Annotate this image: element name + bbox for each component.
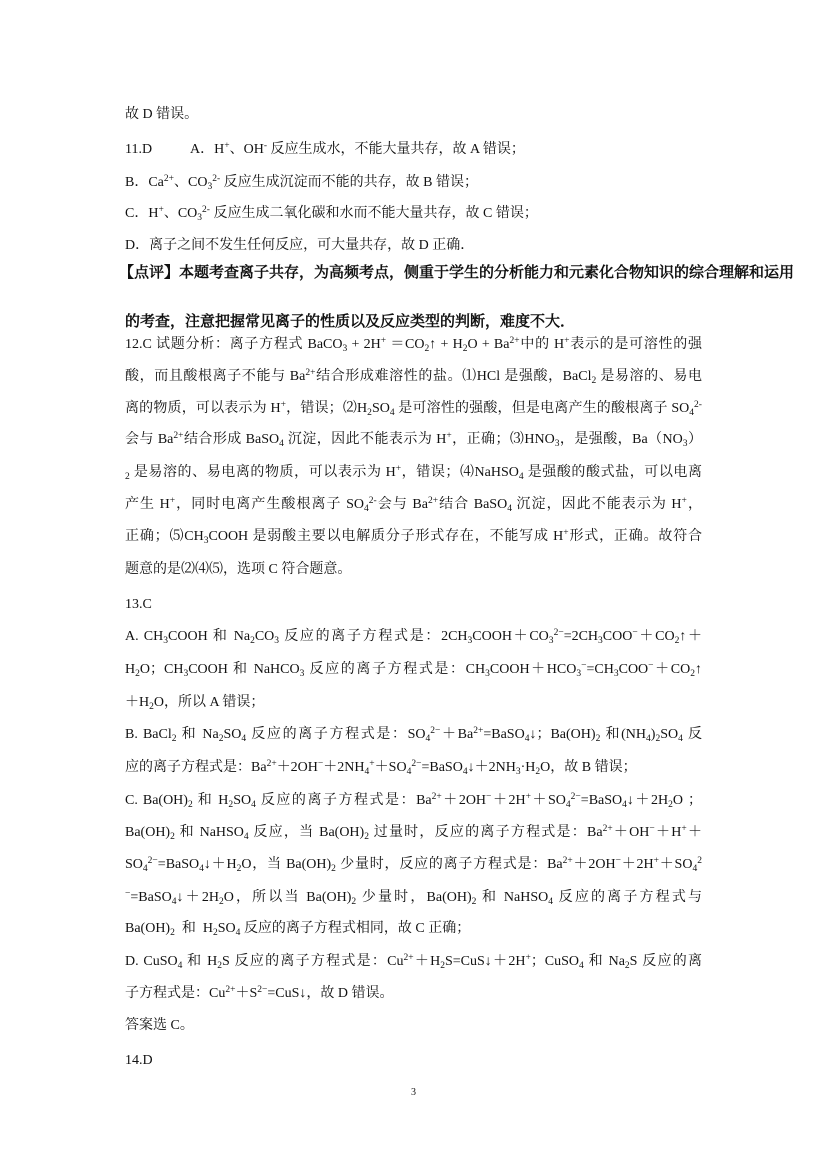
subscript: 4 bbox=[565, 799, 571, 810]
superscript: 2− bbox=[570, 791, 581, 802]
text-run: 、CO bbox=[163, 206, 198, 221]
superscript: 2- bbox=[368, 495, 377, 506]
superscript: + bbox=[169, 495, 176, 506]
text-run: 反 bbox=[682, 727, 703, 742]
superscript: 2+ bbox=[173, 430, 184, 441]
subscript: 2 bbox=[125, 471, 130, 482]
text-run: ↓＋2H bbox=[176, 890, 219, 905]
q13-final-answer: 答案选 C。 bbox=[125, 1018, 194, 1033]
superscript: − bbox=[632, 627, 638, 638]
q11-answer-label: 11.D bbox=[125, 142, 153, 157]
text-run: 沉淀，因此不能表示为 H bbox=[511, 497, 682, 512]
text-run: B．Ca bbox=[125, 175, 164, 190]
text-run: 是易溶的、易电 bbox=[596, 369, 702, 384]
subscript: 2 bbox=[187, 799, 193, 810]
text-run: + 2H bbox=[347, 337, 381, 352]
q13-option-c-line bbox=[125, 888, 702, 908]
text-run: B. BaCl bbox=[125, 727, 172, 742]
text-run: ，错误；⑵H bbox=[285, 401, 368, 416]
superscript: + bbox=[681, 495, 687, 506]
text-run: =BaSO bbox=[157, 857, 200, 872]
subscript: 2 bbox=[331, 863, 336, 874]
subscript: 4 bbox=[548, 896, 553, 907]
text-run: SO bbox=[233, 793, 252, 808]
text-run: ＋Ba bbox=[440, 727, 474, 742]
subscript: 4 bbox=[364, 766, 370, 777]
text-run: COOH＋HCO bbox=[489, 662, 577, 677]
text-run: ＋H bbox=[413, 954, 441, 969]
superscript: + bbox=[525, 952, 531, 963]
text-run: 产生 H bbox=[125, 497, 170, 512]
subscript: 2 bbox=[655, 733, 661, 744]
subscript: 3 bbox=[342, 343, 348, 354]
superscript: 2+ bbox=[403, 952, 414, 963]
subscript: 3 bbox=[183, 668, 189, 679]
text-run: Ba(OH) bbox=[125, 921, 171, 936]
q14-answer-label: 14.D bbox=[125, 1053, 153, 1068]
text-run: D. CuSO bbox=[125, 954, 178, 969]
q12-explanation-line bbox=[125, 367, 702, 387]
q11-option-a bbox=[190, 140, 525, 160]
text-run: O，所以当 Ba(OH) bbox=[223, 890, 352, 905]
text-run: 是可溶性的强酸，但是电离产生的酸根离子 SO bbox=[394, 401, 690, 416]
text-run: 结合形成难溶性的盐。⑴HCl 是强酸，BaCl bbox=[315, 369, 592, 384]
text-run: 和 NaHSO bbox=[476, 890, 549, 905]
text-run: =BaSO bbox=[130, 890, 172, 905]
subscript: 2 bbox=[535, 766, 541, 777]
q12-explanation-line bbox=[125, 560, 351, 580]
subscript: 3 bbox=[299, 668, 305, 679]
text-run: 过量时，反应的离子方程式是：Ba bbox=[368, 825, 603, 840]
superscript: 2- bbox=[212, 173, 221, 184]
subscript: 3 bbox=[197, 212, 203, 223]
subscript: 4 bbox=[579, 960, 584, 971]
superscript: + bbox=[380, 335, 387, 346]
superscript: 2 bbox=[697, 855, 702, 866]
subscript: 4 bbox=[622, 799, 627, 810]
text-run: ＋2NH bbox=[323, 760, 365, 775]
text-run: ＋OH bbox=[612, 825, 650, 840]
subscript: 3 bbox=[163, 635, 169, 646]
subscript: 4 bbox=[507, 503, 512, 514]
subscript: 4 bbox=[524, 733, 530, 744]
superscript: 2+ bbox=[266, 758, 277, 769]
q11-option-c bbox=[125, 204, 538, 224]
text-run: ↑ bbox=[695, 662, 702, 677]
subscript: 3 bbox=[467, 635, 473, 646]
q11-option-b bbox=[125, 173, 478, 193]
subscript: 2 bbox=[367, 407, 372, 418]
subscript: 3 bbox=[576, 668, 582, 679]
superscript: 2+ bbox=[602, 823, 613, 834]
text-run: 反应生成沉淀而不能的共存，故 B 错误； bbox=[220, 175, 479, 190]
text-run: 结合 BaSO bbox=[438, 497, 508, 512]
text-run: ＋2H bbox=[491, 793, 526, 808]
text-run: ↓＋2NH bbox=[467, 760, 516, 775]
q12-explanation-line bbox=[125, 335, 702, 355]
text-run: O ； bbox=[672, 793, 702, 808]
text-run: ·H bbox=[520, 760, 536, 775]
subscript: 3 bbox=[548, 635, 554, 646]
text-run: ＋H bbox=[654, 825, 682, 840]
text-run: 和 H bbox=[182, 954, 218, 969]
superscript: + bbox=[681, 823, 687, 834]
superscript: 2+ bbox=[163, 173, 175, 184]
subscript: 2 bbox=[171, 733, 177, 744]
text-run: 反应生成二氧化碳和水而不能大量共存，故 C 错误； bbox=[209, 206, 538, 221]
text-run: ) bbox=[650, 727, 656, 742]
text-run: 正确；⑸CH bbox=[125, 529, 204, 544]
subscript: 2 bbox=[624, 960, 630, 971]
superscript: 2+ bbox=[509, 335, 520, 346]
text-run: SO bbox=[223, 727, 242, 742]
subscript: 2 bbox=[674, 635, 680, 646]
text-run: 反应的离子方程式是：Ba bbox=[255, 793, 432, 808]
text-run: 会与 Ba bbox=[125, 432, 174, 447]
subscript: 4 bbox=[279, 438, 284, 449]
text-run: =BaSO bbox=[483, 727, 525, 742]
text-run: 子方程式是：Cu bbox=[125, 986, 226, 1001]
text-run: 和 H bbox=[174, 921, 213, 936]
text-run: COOH 是弱酸主要以电解质分子形式存在，不能写成 H bbox=[208, 529, 564, 544]
subscript: 4 bbox=[646, 733, 651, 744]
subscript: 4 bbox=[251, 799, 256, 810]
subscript: 2 bbox=[149, 701, 154, 712]
text-run: ↑ + H bbox=[429, 337, 463, 352]
text-run: ，正确；⑶HNO bbox=[451, 432, 555, 447]
subscript: 2 bbox=[228, 799, 234, 810]
text-run: ＋2OH bbox=[441, 793, 487, 808]
superscript: 2− bbox=[147, 855, 158, 866]
text-run: 反应的离子方程式相同，故 C 正确； bbox=[240, 921, 471, 936]
text-run: COO bbox=[602, 629, 633, 644]
text-run: ，错误；⑷NaHSO bbox=[401, 465, 519, 480]
text-run: 和 H bbox=[192, 793, 229, 808]
q13-option-d-line bbox=[125, 952, 702, 972]
text-run: ；CuSO bbox=[530, 954, 580, 969]
text-run: 少量时，Ba(OH) bbox=[356, 890, 472, 905]
text-run: ＝CO bbox=[386, 337, 425, 352]
subscript: 4 bbox=[243, 831, 249, 842]
text-run: 、OH bbox=[229, 142, 264, 157]
subscript: 3 bbox=[485, 668, 490, 679]
superscript: 2+ bbox=[562, 855, 573, 866]
subscript: 2 bbox=[424, 343, 430, 354]
text-run: COOH 和 Na bbox=[168, 629, 251, 644]
text-run: SO bbox=[660, 727, 679, 742]
text-run: 反应的离子方程式与 bbox=[553, 890, 702, 905]
superscript: − bbox=[615, 855, 621, 866]
subscript: 2 bbox=[218, 733, 224, 744]
subscript: 2 bbox=[250, 635, 255, 646]
subscript: 2 bbox=[351, 896, 357, 907]
q13-option-c-line bbox=[125, 919, 470, 939]
text-run: ↑＋ bbox=[679, 629, 703, 644]
text-run: =CH bbox=[586, 662, 614, 677]
subscript: 4 bbox=[199, 863, 204, 874]
subscript: 2 bbox=[213, 927, 218, 938]
text-run: 形式，正确。故符合 bbox=[568, 529, 703, 544]
text-run: SO bbox=[217, 921, 236, 936]
subscript: 4 bbox=[241, 733, 247, 744]
text-run: ＋ bbox=[686, 825, 702, 840]
text-run: 少量时，反应的离子方程式是：Ba bbox=[335, 857, 563, 872]
superscript: + bbox=[446, 430, 452, 441]
text-run: ，是强酸，Ba（NO bbox=[559, 432, 683, 447]
superscript: 2− bbox=[257, 984, 268, 995]
text-run: ， bbox=[686, 497, 702, 512]
superscript: + bbox=[564, 335, 570, 346]
text-run: 离的物质，可以表示为 H bbox=[125, 401, 281, 416]
text-run: 应的离子方程式是：Ba bbox=[125, 760, 267, 775]
q13-option-a-line bbox=[125, 660, 702, 680]
q13-option-a-line bbox=[125, 693, 264, 713]
text-run: A．H bbox=[190, 142, 225, 157]
text-run: ＋2H bbox=[620, 857, 654, 872]
superscript: + bbox=[653, 855, 659, 866]
text-run: 是易溶的、易电离的物质，可以表示为 H bbox=[129, 465, 396, 480]
subscript: 2 bbox=[170, 831, 175, 842]
text-run: ＋CO bbox=[637, 629, 675, 644]
text-run: 反应的离子方程式是：2CH bbox=[279, 629, 468, 644]
text-run: COOH＋CO bbox=[472, 629, 549, 644]
text-run: ＋2OH bbox=[572, 857, 616, 872]
superscript: 2+ bbox=[473, 725, 484, 736]
subscript: 2 bbox=[440, 960, 445, 971]
text-run: ↓＋2H bbox=[626, 793, 669, 808]
q13-option-c-line bbox=[125, 855, 702, 875]
subscript: 4 bbox=[389, 407, 395, 418]
subscript: 2 bbox=[690, 668, 695, 679]
q12-explanation-line bbox=[125, 495, 702, 515]
q11-option-d bbox=[125, 236, 474, 256]
text-run: COO bbox=[618, 662, 649, 677]
superscript: − bbox=[486, 791, 492, 802]
superscript: + bbox=[158, 204, 164, 215]
text-run: H bbox=[125, 662, 136, 677]
q12-explanation-line bbox=[125, 399, 702, 419]
subscript: 3 bbox=[598, 635, 603, 646]
subscript: 2 bbox=[595, 733, 601, 744]
q13-option-b-line bbox=[125, 758, 637, 778]
q12-explanation-line bbox=[125, 430, 702, 450]
subscript: 2 bbox=[217, 960, 223, 971]
subscript: 2 bbox=[668, 799, 673, 810]
text-run: 结合形成 BaSO bbox=[183, 432, 280, 447]
subscript: 4 bbox=[678, 733, 683, 744]
text-run: O，故 B 错误； bbox=[540, 760, 637, 775]
subscript: 2 bbox=[364, 831, 369, 842]
text-run: 12.C 试题分析：离子方程式 BaCO bbox=[125, 337, 343, 352]
superscript: + bbox=[280, 399, 286, 410]
superscript: 2+ bbox=[427, 495, 439, 506]
superscript: 2− bbox=[553, 627, 564, 638]
superscript: − bbox=[581, 660, 587, 671]
text-run: O，所以 A 错误； bbox=[153, 695, 265, 710]
text-run: 反应生成水，不能大量共存，故 A 错误； bbox=[267, 142, 525, 157]
subscript: 2 bbox=[471, 896, 477, 907]
subscript: 2 bbox=[591, 375, 597, 386]
superscript: 2− bbox=[411, 758, 422, 769]
q12-explanation-line bbox=[125, 527, 702, 547]
text-run: C. Ba(OH) bbox=[125, 793, 188, 808]
text-run: 酸，而且酸根离子不能与 Ba bbox=[125, 369, 306, 384]
text-run: ＋CO bbox=[653, 662, 691, 677]
text-run: =BaSO bbox=[421, 760, 463, 775]
text-run: ） bbox=[687, 432, 703, 447]
subscript: 2 bbox=[170, 927, 175, 938]
text-run: S 反应的离 bbox=[629, 954, 702, 969]
text-run: 题意的是⑵⑷⑸，选项 C 符合题意。 bbox=[125, 562, 352, 577]
superscript: - bbox=[263, 140, 268, 151]
superscript: 2+ bbox=[305, 367, 316, 378]
text-run: ↓＋H bbox=[203, 857, 237, 872]
subscript: 2 bbox=[135, 668, 140, 679]
text-run: SO bbox=[125, 857, 143, 872]
text-run: =2CH bbox=[563, 629, 599, 644]
q13-option-c-line bbox=[125, 791, 702, 811]
text-run: ＋2OH bbox=[276, 760, 318, 775]
text-run: 沉淀，因此不能表示为 H bbox=[283, 432, 447, 447]
text-run: =CuS↓，故 D 错误。 bbox=[267, 986, 394, 1001]
superscript: + bbox=[525, 791, 531, 802]
superscript: 2- bbox=[202, 204, 210, 215]
superscript: 2- bbox=[694, 399, 702, 410]
text-run: SO bbox=[371, 401, 390, 416]
superscript: − bbox=[648, 660, 654, 671]
text-run: O，当 Ba(OH) bbox=[241, 857, 332, 872]
subscript: 4 bbox=[364, 503, 369, 514]
text-run: 反应，当 Ba(OH) bbox=[248, 825, 365, 840]
subscript: 4 bbox=[177, 960, 183, 971]
q13-option-a-line bbox=[125, 627, 702, 647]
superscript: − bbox=[317, 758, 324, 769]
subscript: 4 bbox=[235, 927, 241, 938]
subscript: 3 bbox=[274, 635, 280, 646]
subscript: 3 bbox=[515, 766, 521, 777]
text-run: =BaSO bbox=[580, 793, 623, 808]
superscript: − bbox=[649, 823, 655, 834]
text-run: Ba(OH) bbox=[125, 825, 171, 840]
text-run: 反应的离子方程式是：SO bbox=[246, 727, 426, 742]
subscript: 4 bbox=[689, 407, 695, 418]
superscript: − bbox=[125, 888, 131, 899]
q12-explanation-line bbox=[125, 463, 702, 483]
subscript: 2 bbox=[218, 896, 224, 907]
subscript: 3 bbox=[682, 438, 688, 449]
subscript: 4 bbox=[425, 733, 431, 744]
text-run: A. CH bbox=[125, 629, 164, 644]
text-run: 反应的离子方程式是：CH bbox=[304, 662, 486, 677]
superscript: + bbox=[369, 758, 375, 769]
subscript: 4 bbox=[171, 896, 177, 907]
comment-line: 的考查，注意把握常见离子的性质以及反应类型的判断，难度不大． bbox=[125, 312, 576, 330]
text-run: ＋H bbox=[125, 695, 150, 710]
subscript: 3 bbox=[203, 535, 209, 546]
subscript: 4 bbox=[462, 766, 468, 777]
superscript: + bbox=[395, 463, 402, 474]
text-run: 和 Na bbox=[583, 954, 625, 969]
q13-option-b-line bbox=[125, 725, 702, 745]
text-run: C．H bbox=[125, 206, 159, 221]
text-run: 中的 H bbox=[519, 337, 565, 352]
superscript: 2+ bbox=[431, 791, 442, 802]
text-run: S=CuS↓＋2H bbox=[445, 954, 526, 969]
subscript: 3 bbox=[207, 181, 213, 192]
text-run: ↓；Ba(OH) bbox=[529, 727, 596, 742]
text-run: 和 Na bbox=[176, 727, 219, 742]
text-run: CO bbox=[254, 629, 275, 644]
text-run: 和 NaHSO bbox=[174, 825, 244, 840]
text-run: COOH 和 NaHCO bbox=[188, 662, 300, 677]
q13-option-c-line bbox=[125, 823, 702, 843]
subscript: 3 bbox=[554, 438, 560, 449]
superscript: 2+ bbox=[225, 984, 236, 995]
text-run: ＋S bbox=[235, 986, 258, 1001]
subscript: 2 bbox=[462, 343, 468, 354]
superscript: + bbox=[224, 140, 230, 151]
text-run: O + Ba bbox=[467, 337, 510, 352]
subscript: 3 bbox=[613, 668, 619, 679]
text-run: O；CH bbox=[139, 662, 184, 677]
subscript: 4 bbox=[692, 863, 698, 874]
page-number: 3 bbox=[411, 1087, 416, 1098]
text-run: ＋SO bbox=[658, 857, 693, 872]
text-run: 是强酸的酸式盐，可以电离 bbox=[523, 465, 702, 480]
text-run: 、CO bbox=[174, 175, 208, 190]
text-run: ，同时电离产生酸根离子 SO bbox=[175, 497, 365, 512]
text-run: 会与 Ba bbox=[376, 497, 428, 512]
text-run: ＋SO bbox=[374, 760, 407, 775]
superscript: 2− bbox=[430, 725, 441, 736]
comment-line: 【点评】本题考查离子共存，为高频考点，侧重于学生的分析能力和元素化合物知识的综合理解和运用 bbox=[119, 263, 795, 281]
text-run: 表示的是可溶性的强 bbox=[569, 337, 702, 352]
text-run: D．离子之间不发生任何反应，可大量共存，故 D 正确． bbox=[125, 238, 475, 253]
subscript: 4 bbox=[518, 471, 524, 482]
subscript: 4 bbox=[406, 766, 412, 777]
text-run: 和(NH bbox=[600, 727, 646, 742]
subscript: 4 bbox=[142, 863, 148, 874]
subscript: 2 bbox=[236, 863, 242, 874]
q10-conclusion: 故 D 错误。 bbox=[125, 107, 199, 122]
text-run: ＋SO bbox=[530, 793, 566, 808]
q13-option-d-line bbox=[125, 984, 394, 1004]
superscript: + bbox=[563, 527, 569, 538]
text-run: S 反应的离子方程式是：Cu bbox=[222, 954, 404, 969]
q13-answer-label: 13.C bbox=[125, 597, 152, 612]
